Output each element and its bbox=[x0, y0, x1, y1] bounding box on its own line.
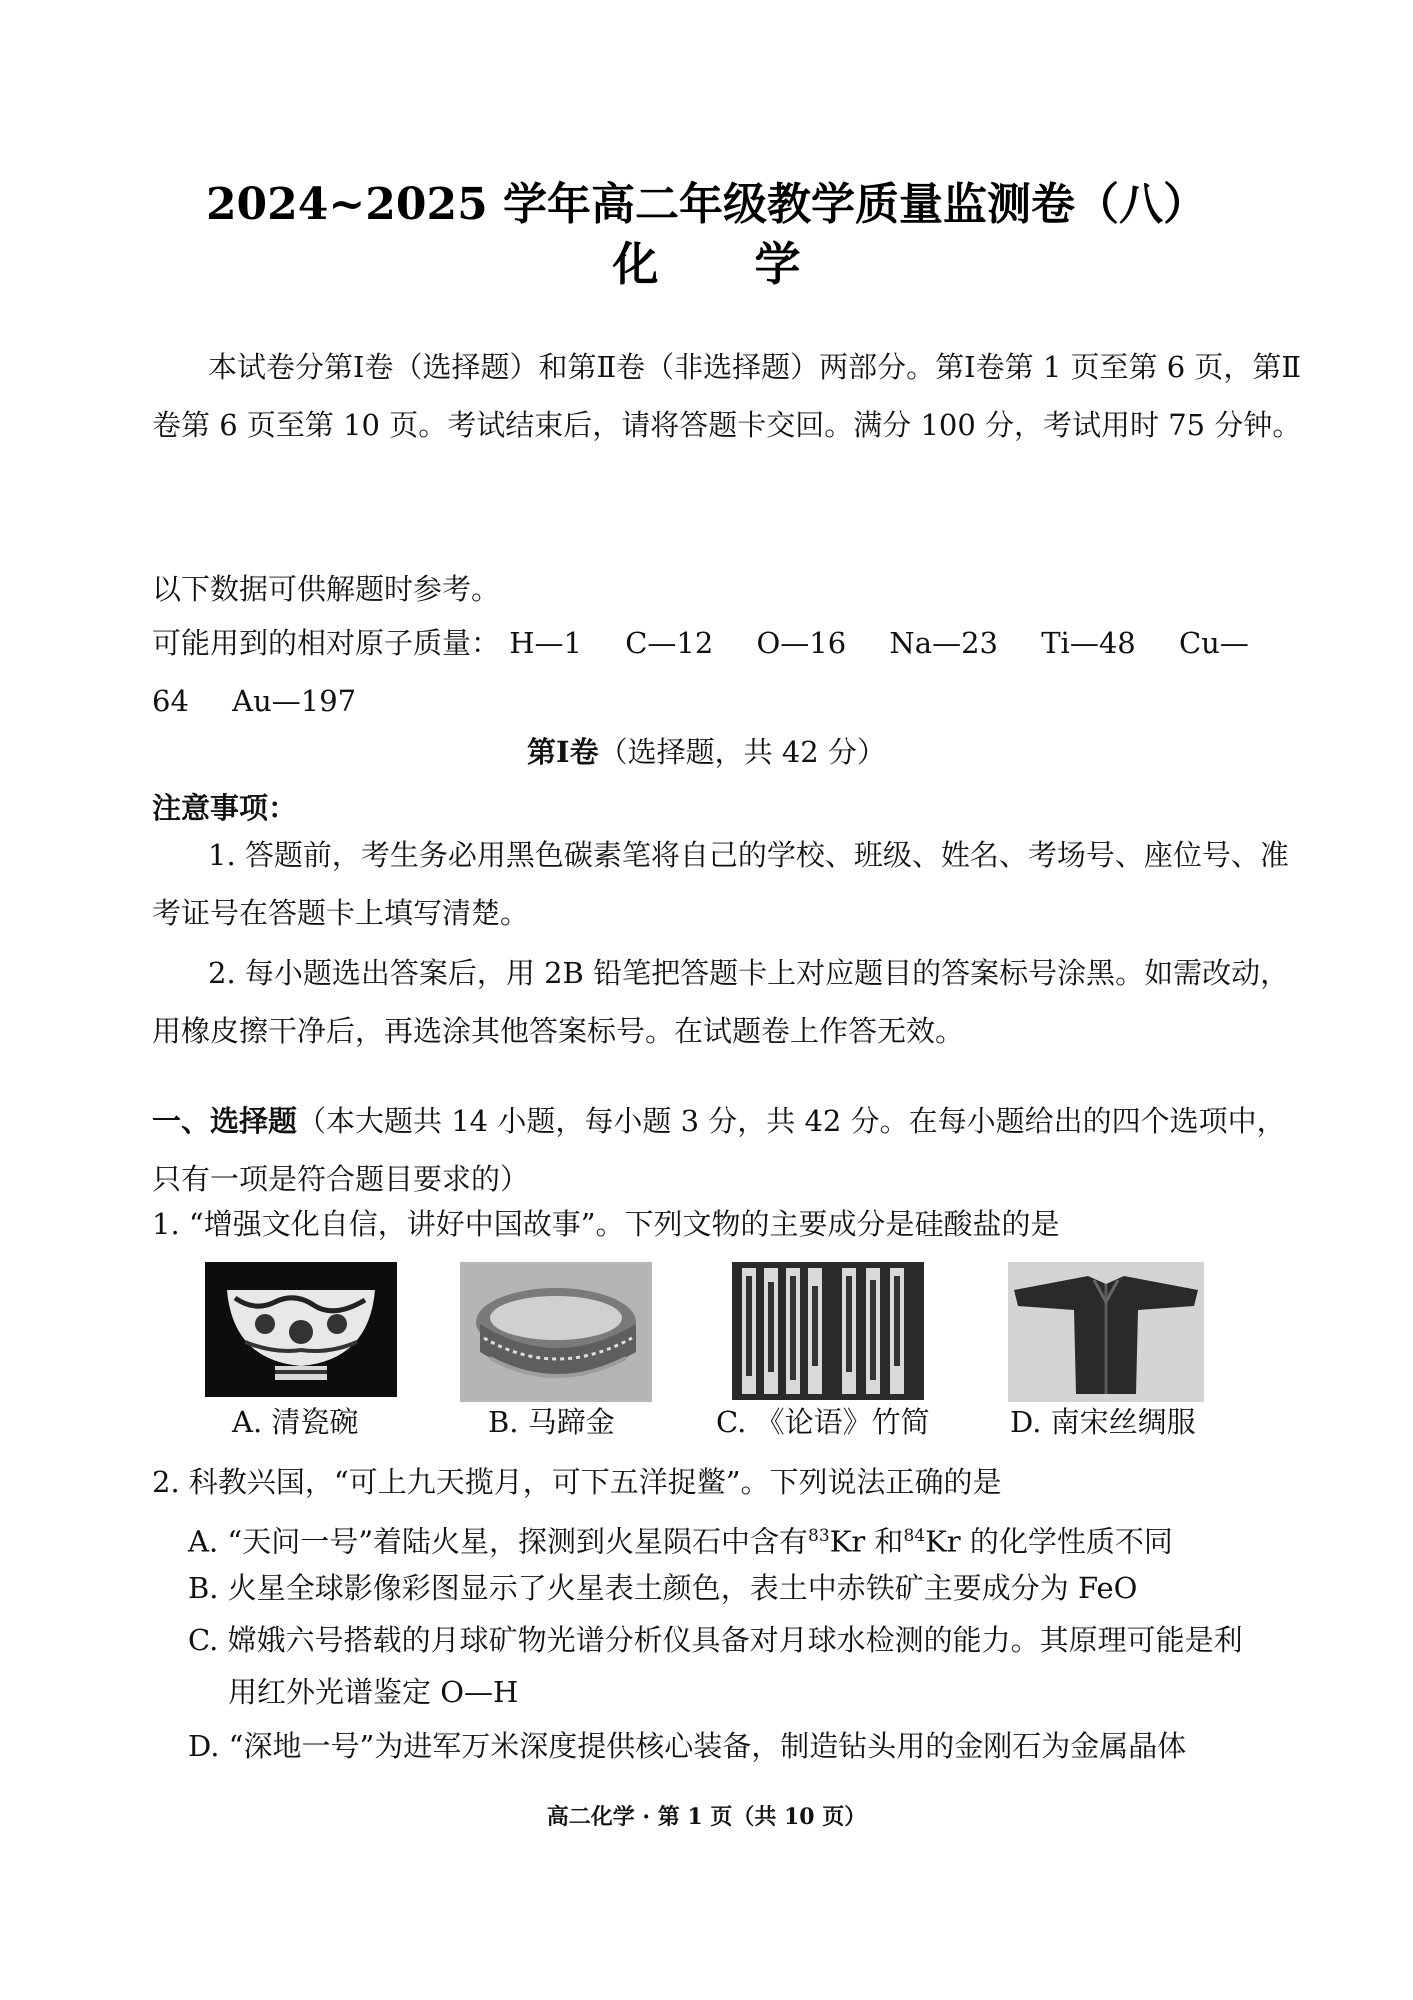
q1-option-d: D. 南宋丝绸服 bbox=[1010, 1405, 1196, 1439]
q2-option-d: D. “深地一号”为进军万米深度提供核心装备，制造钻头用的金刚石为金属晶体 bbox=[188, 1729, 1187, 1763]
atomic-mass-h: H—1 bbox=[509, 626, 582, 660]
figure-porcelain-bowl bbox=[205, 1262, 397, 1397]
q2-option-c bbox=[188, 1614, 1308, 1718]
atomic-mass-au: Au—197 bbox=[232, 684, 357, 718]
q1-option-a: A. 清瓷碗 bbox=[232, 1405, 359, 1439]
figure-gold-hoof bbox=[460, 1262, 652, 1402]
figure-bamboo-slips bbox=[732, 1262, 924, 1400]
question-1-stem: 1. “增强文化自信，讲好中国故事”。下列文物的主要成分是硅酸盐的是 bbox=[152, 1207, 1060, 1241]
section-title-bold: 第Ⅰ卷 bbox=[527, 735, 599, 769]
atomic-mass-list bbox=[152, 614, 1312, 730]
q2-option-a-post: Kr 的化学性质不同 bbox=[925, 1524, 1173, 1559]
atomic-mass-ti: Ti—48 bbox=[1041, 626, 1136, 660]
atomic-mass-c: C—12 bbox=[625, 626, 714, 660]
q2-option-a-sup1: 83 bbox=[808, 1526, 830, 1546]
figure-silk-robe bbox=[1008, 1262, 1204, 1402]
part-one-rest: （本大题共 14 小题，每小题 3 分，共 42 分。在每小题给出的四个选项中，只有一项是符合题目要求的） bbox=[152, 1104, 1286, 1196]
notice-label: 注意事项： bbox=[152, 791, 298, 825]
page-footer: 高二化学 · 第 1 页（共 10 页） bbox=[546, 1804, 867, 1830]
exam-title: 2024~2025 学年高二年级教学质量监测卷（八） bbox=[205, 179, 1208, 230]
atomic-mass-o: O—16 bbox=[756, 626, 847, 660]
part-one-bold: 一、选择题 bbox=[152, 1104, 298, 1138]
question-2-stem: 2. 科教兴国，“可上九天揽月，可下五洋捉鳖”。下列说法正确的是 bbox=[152, 1465, 1002, 1499]
q2-option-a bbox=[188, 1510, 1308, 1568]
q2-option-a-mid: Kr 和 bbox=[829, 1524, 904, 1559]
notice-item-1: 1. 答题前，考生务必用黑色碳素笔将自己的学校、班级、姓名、考场号、座位号、准考证号在答题卡上填写清楚。 bbox=[152, 838, 1289, 930]
atomic-mass-cu: Cu—64 bbox=[152, 626, 1249, 718]
intro-paragraph: 本试卷分第Ⅰ卷（选择题）和第Ⅱ卷（非选择题）两部分。第Ⅰ卷第 1 页至第 6 页，第Ⅱ卷第 6 页至第 10 页。考试结束后，请将答题卡交回。满分 100 分，考试用时 75 分钟。 bbox=[152, 350, 1302, 442]
reference-note: 以下数据可供解题时参考。 bbox=[152, 572, 501, 606]
q2-option-a-pre: A. “天问一号”着陆火星，探测到火星陨石中含有 bbox=[188, 1524, 809, 1559]
q1-option-b: B. 马蹄金 bbox=[488, 1405, 615, 1439]
notice-item-2: 2. 每小题选出答案后，用 2B 铅笔把答题卡上对应题目的答案标号涂黑。如需改动，用橡皮擦干净后，再选涂其他答案标号。在试题卷上作答无效。 bbox=[152, 956, 1290, 1048]
q2-option-c-line2: 用红外光谱鉴定 O—H bbox=[228, 1675, 519, 1709]
section-title bbox=[0, 730, 1413, 771]
q2-option-a-sup2: 84 bbox=[903, 1526, 926, 1546]
subject-title: 化 学 bbox=[612, 237, 841, 291]
section-title-rest: （选择题，共 42 分） bbox=[598, 735, 886, 769]
atomic-mass-na: Na—23 bbox=[889, 626, 998, 660]
part-one-heading bbox=[152, 1092, 1312, 1208]
q2-option-b: B. 火星全球影像彩图显示了火星表土颜色，表土中赤铁矿主要成分为 FeO bbox=[188, 1571, 1138, 1605]
q1-option-c: C. 《论语》竹简 bbox=[716, 1405, 930, 1439]
q2-option-c-line1: C. 嫦娥六号搭载的月球矿物光谱分析仪具备对月球水检测的能力。其原理可能是利 bbox=[188, 1623, 1243, 1657]
atomic-mass-label: 可能用到的相对原子质量： bbox=[152, 626, 501, 660]
